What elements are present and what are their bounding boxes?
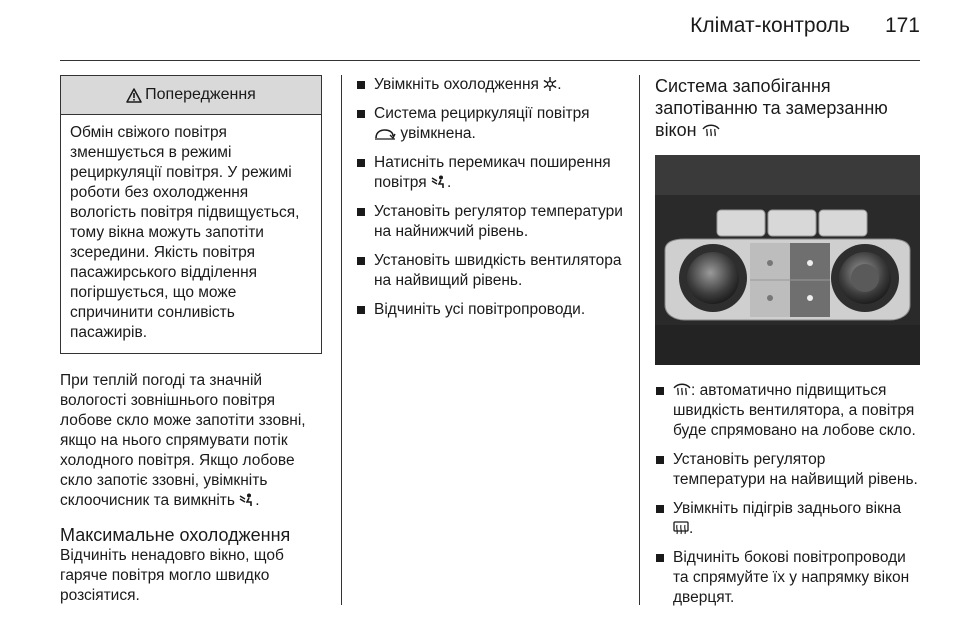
list-item: Установіть регулятор температури на найнижчий рівень. [356,202,624,242]
list-item-text: Увімкніть охолодження [374,76,539,93]
climate-control-panel-photo [655,155,920,365]
cooling-steps-list [356,75,624,320]
max-cooling-heading: Максимальне охолодження [60,525,291,545]
warning-title: Попередження [145,86,256,103]
max-cooling-text: Відчиніть ненадовго вікно, щоб гаряче повітря могло швидко розсіятися. [60,547,284,604]
rear-window-heater-icon [673,521,689,535]
list-item [655,499,920,539]
column-divider-1 [341,75,342,605]
defrost-icon [673,382,691,397]
warning-triangle-icon [126,88,142,103]
list-item [655,381,920,441]
list-item: Відчиніть бокові повітропроводи та спрямуйте їх у напрямку вікон дверцят. [655,548,920,608]
page-header-title: Клімат-контроль [690,14,850,37]
humidity-paragraph-end: . [255,492,260,509]
list-item [356,104,624,144]
humidity-paragraph [60,371,322,511]
column-3 [655,75,920,617]
page-number: 171 [884,14,920,37]
list-item: Установіть швидкість вентилятора на найвищий рівень. [356,251,624,291]
defrost-icon [702,123,720,138]
column-divider-2 [639,75,640,605]
air-distribution-icon [239,493,255,507]
defrost-steps-list [655,381,920,608]
list-item-end: . [689,520,694,537]
header-rule [60,60,920,61]
warning-box [60,75,322,354]
fan-snowflake-icon [543,77,557,91]
column-1 [60,75,322,606]
defrost-heading-text: Система запобігання запотіванню та замерзанню вікон [655,76,888,140]
warning-header [61,76,321,115]
list-item: Відчиніть усі повітропроводи. [356,300,624,320]
list-item-text: Натисніть перемикач поширення повітря [374,154,611,191]
list-item-text-2: увімкнена. [400,125,476,142]
list-item-text: Увімкніть підігрів заднього вікна [673,500,902,517]
defrost-heading [655,75,920,141]
recirculation-icon [374,128,396,140]
list-item-text: : автоматично підвищиться швидкість вентилятора, а повітря буде спрямовано на лобове скло. [673,382,916,439]
humidity-paragraph-text: При теплій погоді та значній вологості зовнішнього повітря лобове скло може запотіти ззовні, якщо на нього спрямувати потік холодного повітря. Якщо лобове скло запотіє ззовні, увімкніть склоочисник та вимкніть [60,372,306,509]
list-item-text: Система рециркуляції повітря [374,105,590,122]
list-item-end: . [446,174,452,191]
list-item: Установіть регулятор температури на найвищий рівень. [655,450,920,490]
column-2 [356,75,624,329]
warning-body: Обмін свіжого повітря зменшується в режимі рециркуляції повітря. У режимі роботи без охолодження вологість повітря підвищується, тому вікна можуть запотіти зсередини. Якість повітря пасажирського відділення погіршується, що може спричинити сонливість пасажирів. [70,124,300,341]
list-item [356,75,624,95]
list-item [356,153,624,193]
list-item-end: . [557,76,562,93]
air-distribution-icon [431,175,447,189]
